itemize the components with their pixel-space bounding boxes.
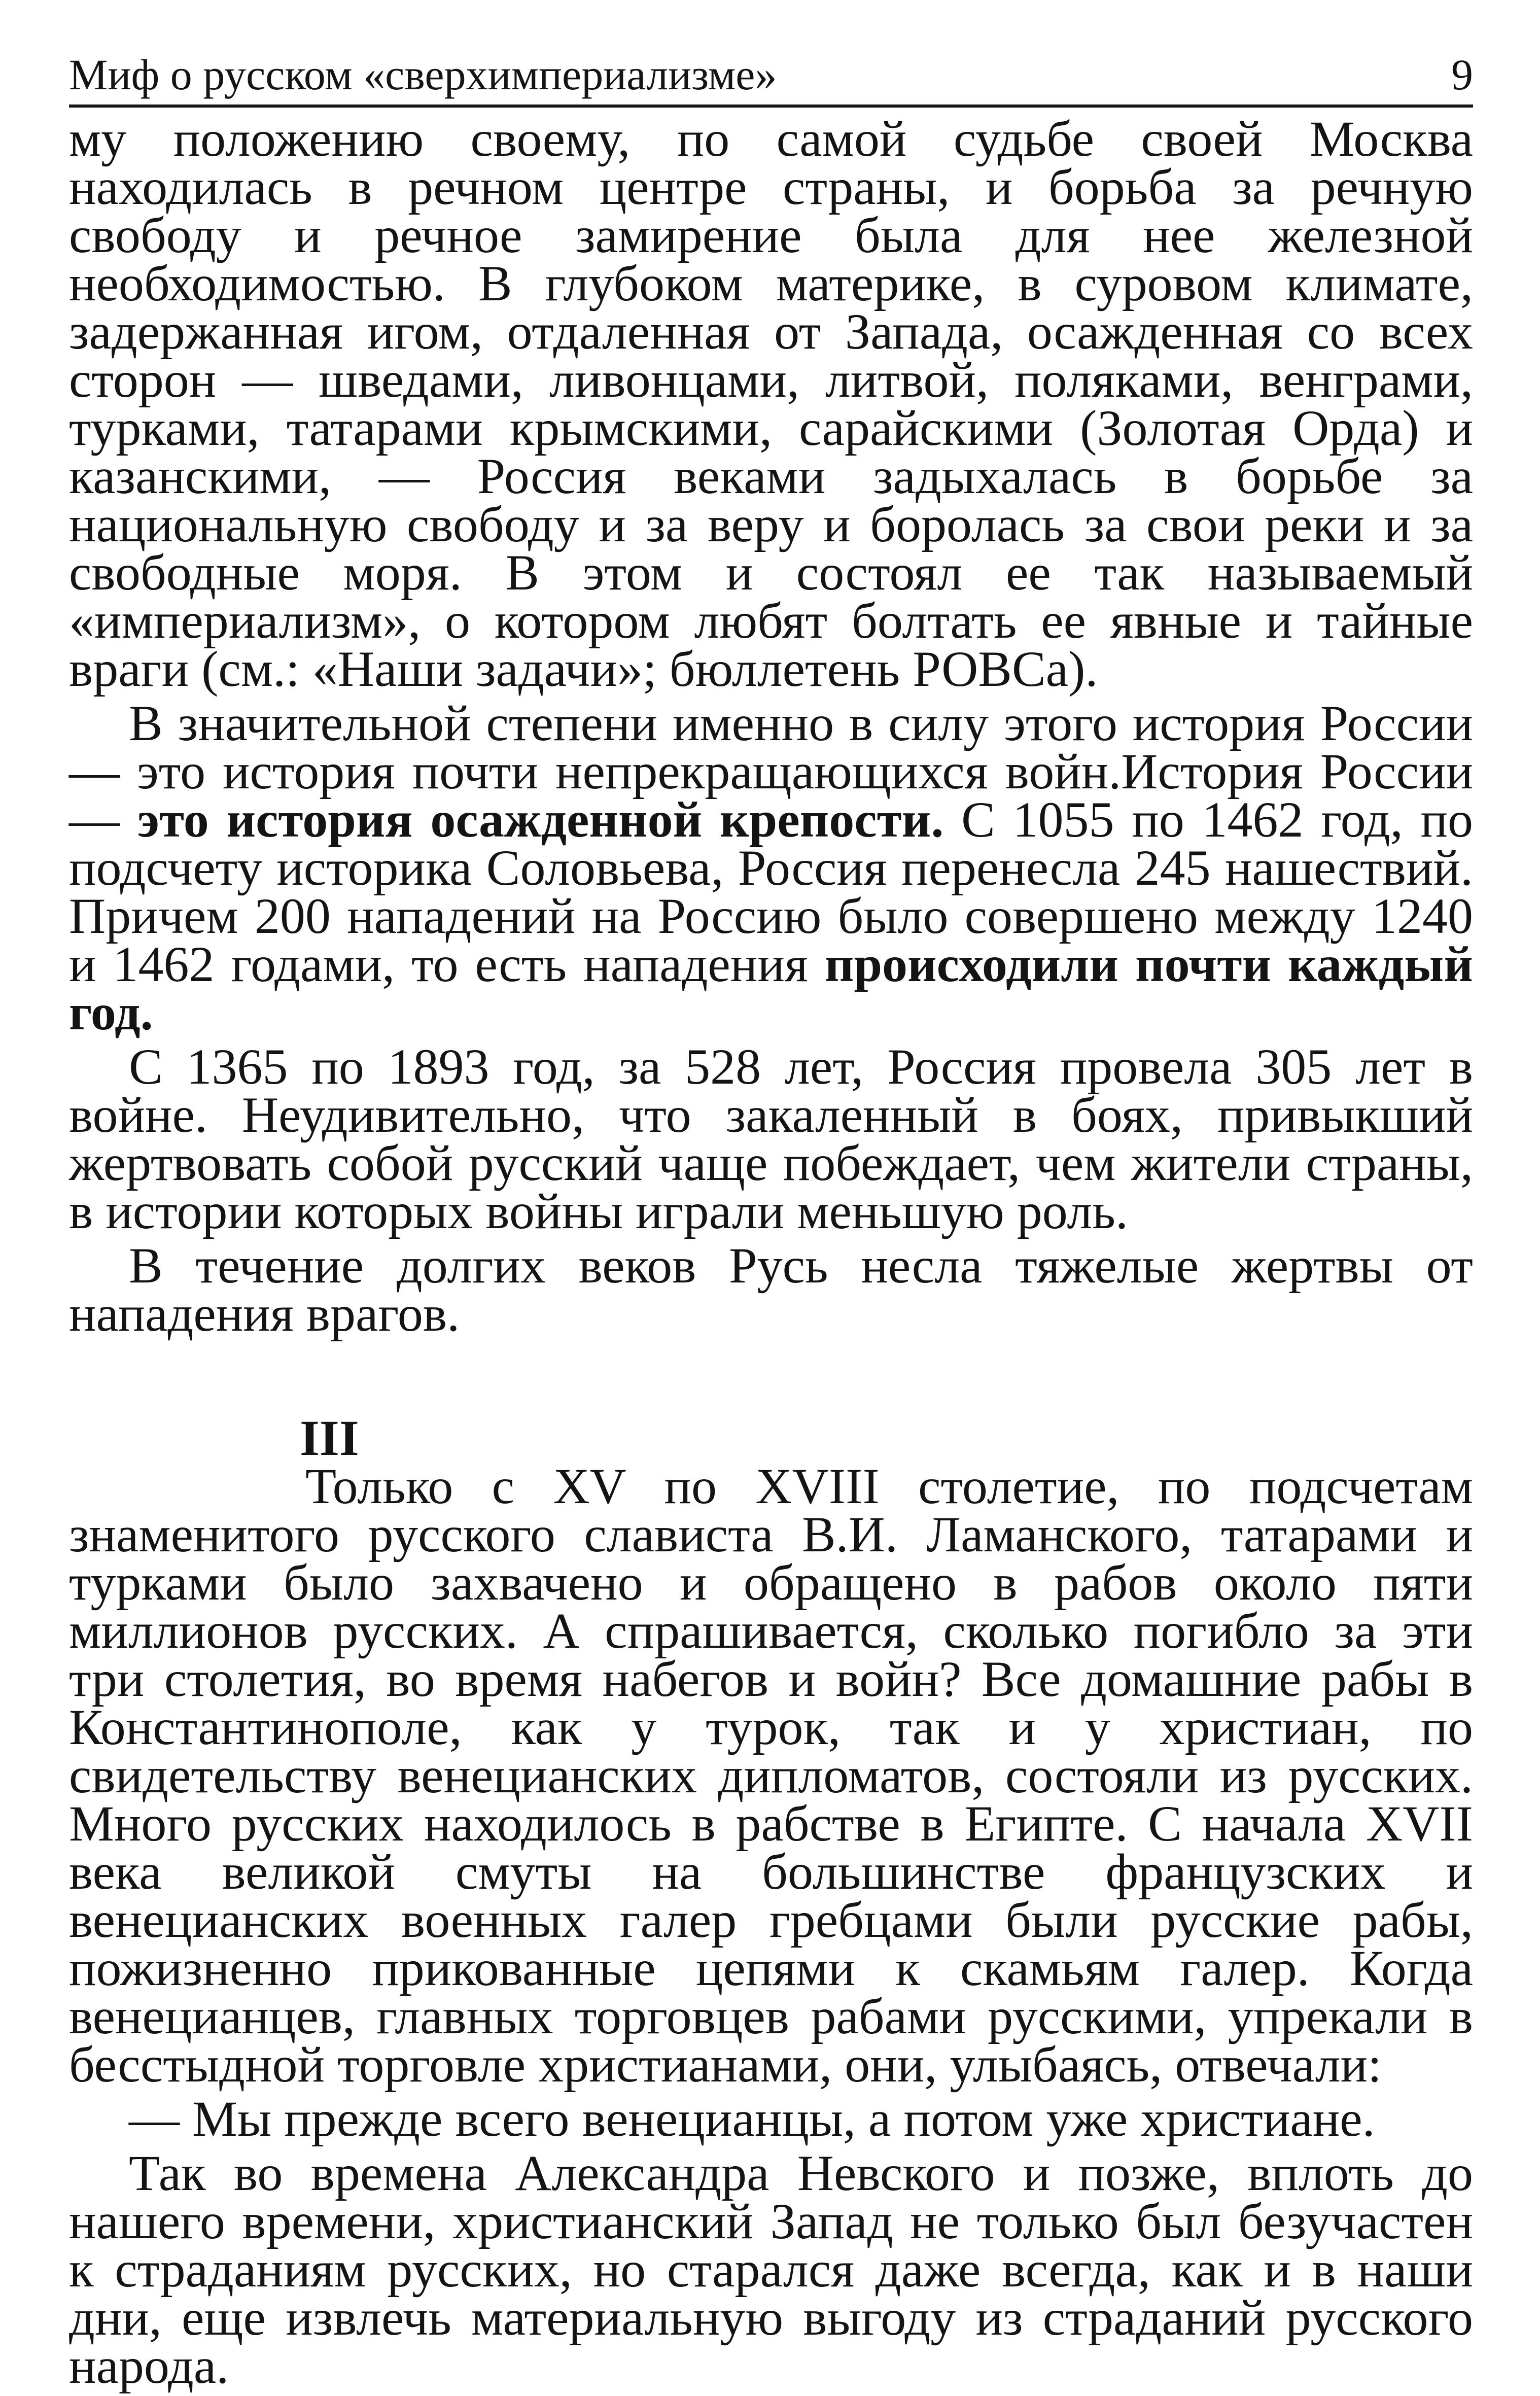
- paragraph-7: Так во времена Александра Невского и позже, вплоть до нашего времени, христианский Запад не только был безучастен к страданиям русских, но старался даже всегда, как и в наши дни, еще извлечь материальную выгоду из страданий русского народа.: [69, 2145, 1473, 2394]
- paragraph-2-bold-b: происходили почти каждый год.: [69, 936, 1473, 1040]
- page-body: [69, 111, 1473, 2394]
- paragraph-2-part-a: В значительной степени именно в силу этого история России — это история почти непрекращающихся войн.История России —: [69, 695, 1473, 848]
- running-title: Миф о русском «сверхимпериализме»: [69, 50, 777, 99]
- paragraph-4: В течение долгих веков Русь несла тяжелые жертвы от нападения врагов.: [69, 1237, 1473, 1342]
- paragraph-1: му положению своему, по самой судьбе своей Москва находилась в речном центре страны, и борьба за речную свободу и речное замирение была для нее железной необходимостью. В глубоком материке, в суровом климате, задержанная игом, отдаленная от Запада, осажденная со всех сторон — шведами, ливонцами, литвой, поляками, венграми, турками, татарами крымскими, сарайскими (Золотая Орда) и казанскими, — Россия веками задыхалась в борьбе за национальную свободу и за веру и боролась за свои реки и за свободные моря. В этом и состоял ее так называемый «империализм», о котором любят болтать ее явные и тайные враги (см.: «Наши задачи»; бюллетень РОВСа).: [69, 111, 1473, 697]
- section-number: III: [300, 1410, 359, 1466]
- paragraph-2-bold-a: это история осажденной крепости.: [137, 791, 944, 848]
- paragraph-6: — Мы прежде всего венецианцы, а потом уже христиане.: [129, 2091, 1375, 2147]
- paragraph-2: [69, 695, 1473, 1040]
- paragraph-2-part-c: С 1055 по 1462 год, по подсчету историка Соловьева, Россия перенесла 245 нашествий. Причем 200 нападений на Россию было совершено между 1240 и 1462 годами, то есть нападения: [69, 791, 1473, 992]
- page-number: 9: [1451, 50, 1473, 99]
- paragraph-5: Только с XV по XVIII столетие, по подсчетам знаменитого русского слависта В.И. Ламанского, татарами и турками было захвачено и обращено в рабов около пяти миллионов русских. А спрашивается, сколько погибло за эти три столетия, во время набегов и войн? Все домашние рабы в Константинополе, как у турок, так и у христиан, по свидетельству венецианских дипломатов, состояли из русских. Много русских находилось в рабстве в Египте. С начала XVII века великой смуты на большинстве французских и венецианских военных галер гребцами были русские рабы, пожизненно прикованные цепями к скамьям галер. Когда венецианцев, главных торговцев рабами русскими, упрекали в бесстыдной торговле христианами, они, улыбаясь, отвечали:: [69, 1458, 1473, 2093]
- running-header: [69, 45, 1473, 108]
- paragraph-3: С 1365 по 1893 год, за 528 лет, Россия провела 305 лет в войне. Неудивительно, что закаленный в боях, привыкший жертвовать собой русский чаще побеждает, чем жители страны, в истории которых войны играли меньшую роль.: [69, 1038, 1473, 1239]
- book-page: [69, 45, 1473, 2396]
